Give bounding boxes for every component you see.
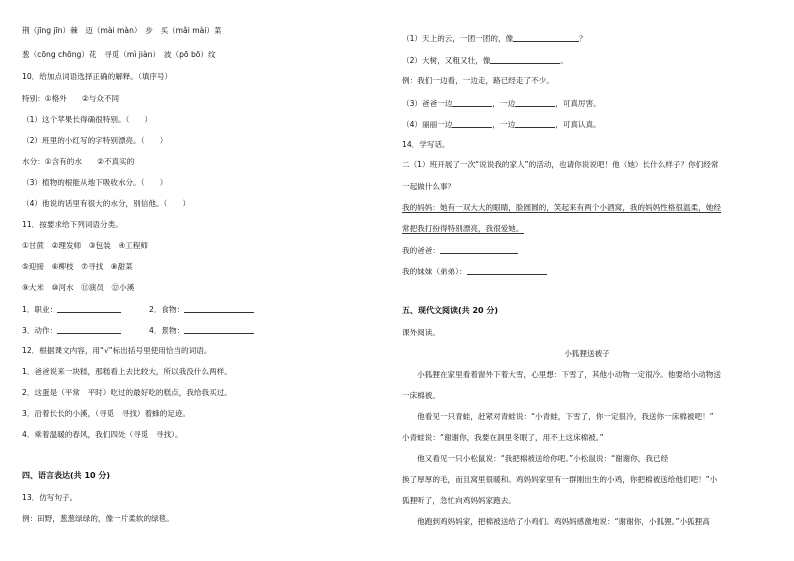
section-5-title: 五、现代文阅读(共 20 分) bbox=[402, 306, 499, 315]
q13-example: 例：田野，葱葱绿绿的，像一片柔软的绿毯。 bbox=[22, 514, 174, 523]
story-p1-line-2: 一床棉被。 bbox=[402, 391, 440, 400]
q14-dad-blank[interactable] bbox=[440, 245, 518, 254]
q13-item-4-blank-b[interactable] bbox=[515, 119, 555, 128]
q12-item-1: 1．爸爸说来一块糕，那糕看上去比较大，所以我没什么两样。 bbox=[22, 367, 232, 376]
q10-item-4: （4）他说的话里有很大的水分，别信他。（ ） bbox=[22, 199, 191, 208]
q14-sister-blank[interactable] bbox=[467, 266, 547, 275]
q13-item-4-part-c: ，可真认真。 bbox=[555, 120, 601, 129]
story-p4-line-1: 他跑到鸡妈妈家，把棉被送给了小鸡们。鸡妈妈感激地说：“谢谢你，小狐狸。”小狐狸高 bbox=[402, 517, 710, 526]
q12-item-2: 2．这蛋是（平常 平时）吃过的最好吃的糕点，我给我买过。 bbox=[22, 388, 232, 397]
question-10-title: 10．给加点词语选择正确的解释。（填序号） bbox=[22, 72, 173, 81]
q11-words-row-3: ⑨大米 ⑩河水 ⑪演员 ⑫小溪 bbox=[22, 283, 135, 292]
question-12-title: 12．根据课文内容，用“√”标出括号里使用恰当的词语。 bbox=[22, 346, 212, 355]
q14-dad bbox=[402, 245, 518, 256]
q12-item-3: 3．沿着长长的小溪，（寻觅 寻找）着蜂的足迹。 bbox=[22, 409, 191, 418]
q13-item-4 bbox=[402, 119, 601, 130]
q14-dad-label: 我的爸爸： bbox=[402, 246, 440, 255]
story-p3-line-2: 换了厚厚的毛，而且窝里很暖和。鸡妈妈家里有一群刚出生的小鸡，你把棉被送给他们吧！”小 bbox=[402, 475, 718, 484]
q13-item-3-part-a: （3）爸爸一边 bbox=[402, 99, 453, 108]
q13-item-3-part-c: ，可真厉害。 bbox=[555, 99, 601, 108]
q10-item-2: （2）班里的小红写的字特别漂亮。（ ） bbox=[22, 136, 168, 145]
q12-item-4: 4．乘着温暖的春风，我们四处（寻觅 寻找）。 bbox=[22, 430, 183, 439]
question-13-title: 13．仿写句子。 bbox=[22, 493, 78, 502]
q14-sister bbox=[402, 266, 547, 277]
story-p2-line-2: 小青蛙说：“谢谢你，我要在洞里冬眠了，用不上这床棉被。” bbox=[402, 433, 604, 442]
pinyin-line-1: 荆（jīng jīn）棘 迈（mài màn） 步 买（mǎi mài）菜 bbox=[22, 26, 222, 35]
q13-item-2-text: （2）大树，又粗又壮，像 bbox=[402, 56, 491, 65]
story-p3-line-1: 他又看见一只小松鼠说：“我把棉被送给你吧。”小松鼠说：“谢谢你，我已经 bbox=[402, 454, 669, 463]
q13-example-2: 例：我们一边看，一边走，路已经走了不少。 bbox=[402, 76, 554, 85]
q13-item-1-end: ？ bbox=[579, 34, 587, 43]
section-4-title: 四、语言表达(共 10 分) bbox=[22, 471, 111, 480]
q11-answer-3-label: 3．动作： bbox=[22, 326, 58, 335]
q11-words-row-2: ⑤迎接 ⑥柳枝 ⑦寻找 ⑧甜菜 bbox=[22, 262, 133, 271]
q13-item-2-end: 。 bbox=[560, 56, 568, 65]
q13-item-4-part-b: ，一边 bbox=[492, 120, 516, 129]
story-title: 小狐狸送被子 bbox=[564, 349, 610, 358]
q13-item-3-blank-a[interactable] bbox=[452, 98, 492, 107]
q10-shuifen-options: 水分：①含有的水 ②不真实的 bbox=[22, 157, 135, 166]
q11-answer-4 bbox=[149, 325, 254, 336]
q10-item-1: （1）这个苹果长得确很特别。（ ） bbox=[22, 115, 153, 124]
q11-answer-2-label: 2．食物： bbox=[149, 305, 185, 314]
q13-item-3-part-b: ，一边 bbox=[492, 99, 516, 108]
q14-prompt-line-2: 一起做什么事？ bbox=[402, 182, 456, 191]
q11-answer-3 bbox=[22, 325, 121, 336]
q13-item-4-blank-a[interactable] bbox=[452, 119, 492, 128]
q10-teshu-options: 特别：①格外 ②与众不同 bbox=[22, 94, 120, 103]
q14-mom-line-2-text: 常把我打扮得特别漂亮，我很爱她。 bbox=[402, 224, 524, 233]
question-14-title: 14．学写话。 bbox=[402, 140, 450, 149]
pinyin-line-2: 葱（cōng chōng）花 寻觅（mì jiàn） 波（pō bō）纹 bbox=[22, 50, 216, 59]
q13-item-1-blank[interactable] bbox=[513, 33, 579, 42]
story-p3-line-3: 狐狸听了，急忙向鸡妈妈家跑去。 bbox=[402, 496, 516, 505]
q11-answer-2 bbox=[149, 304, 254, 315]
q14-sister-label: 我的妹妹（弟弟）： bbox=[402, 267, 467, 276]
q11-answer-1-label: 1．职业： bbox=[22, 305, 58, 314]
q11-words-row-1: ①甘蔗 ②理发师 ③包装 ④工程师 bbox=[22, 241, 148, 250]
q14-mom-line-1 bbox=[402, 203, 721, 213]
q11-answer-1-blank[interactable] bbox=[57, 304, 121, 313]
q13-item-3 bbox=[402, 98, 601, 109]
q13-item-3-blank-b[interactable] bbox=[515, 98, 555, 107]
q11-answer-1 bbox=[22, 304, 121, 315]
q11-answer-2-blank[interactable] bbox=[184, 304, 254, 313]
q13-item-2-blank[interactable] bbox=[490, 55, 560, 64]
question-11-title: 11．按要求给下列词语分类。 bbox=[22, 220, 123, 229]
reading-intro: 课外阅读。 bbox=[402, 328, 440, 337]
q13-item-1 bbox=[402, 33, 587, 44]
q14-prompt-line-1: 二（1）班开展了一次“说说我的家人”的活动，也请你说说吧！他（她）长什么样子？你们经常 bbox=[402, 160, 719, 169]
q14-mom-line-1-text: 我的妈妈：她有一双大大的眼睛，脸圆圆的，笑起来有两个小酒窝，我的妈妈性格很温柔，她经 bbox=[402, 203, 721, 212]
q14-mom-line-2 bbox=[402, 224, 524, 234]
q11-answer-4-blank[interactable] bbox=[184, 325, 254, 334]
q13-item-4-part-a: （4）丽丽一边 bbox=[402, 120, 453, 129]
q11-answer-4-label: 4．景物： bbox=[149, 326, 185, 335]
q13-item-2 bbox=[402, 55, 568, 66]
q11-answer-3-blank[interactable] bbox=[57, 325, 121, 334]
q13-item-1-text: （1）天上的云，一团一团的，像 bbox=[402, 34, 514, 43]
story-p1-line-1: 小狐狸在家里看着窗外下着大雪，心里想：下雪了，其他小动物一定很冷。他要给小动物送 bbox=[402, 370, 721, 379]
story-p2-line-1: 他看见一只青蛙，赶紧对青蛙说：“小青蛙，下雪了，你一定很冷，我送你一床棉被吧！” bbox=[402, 412, 714, 421]
q10-item-3: （3）植物的根能从地下吸收水分。（ ） bbox=[22, 178, 168, 187]
